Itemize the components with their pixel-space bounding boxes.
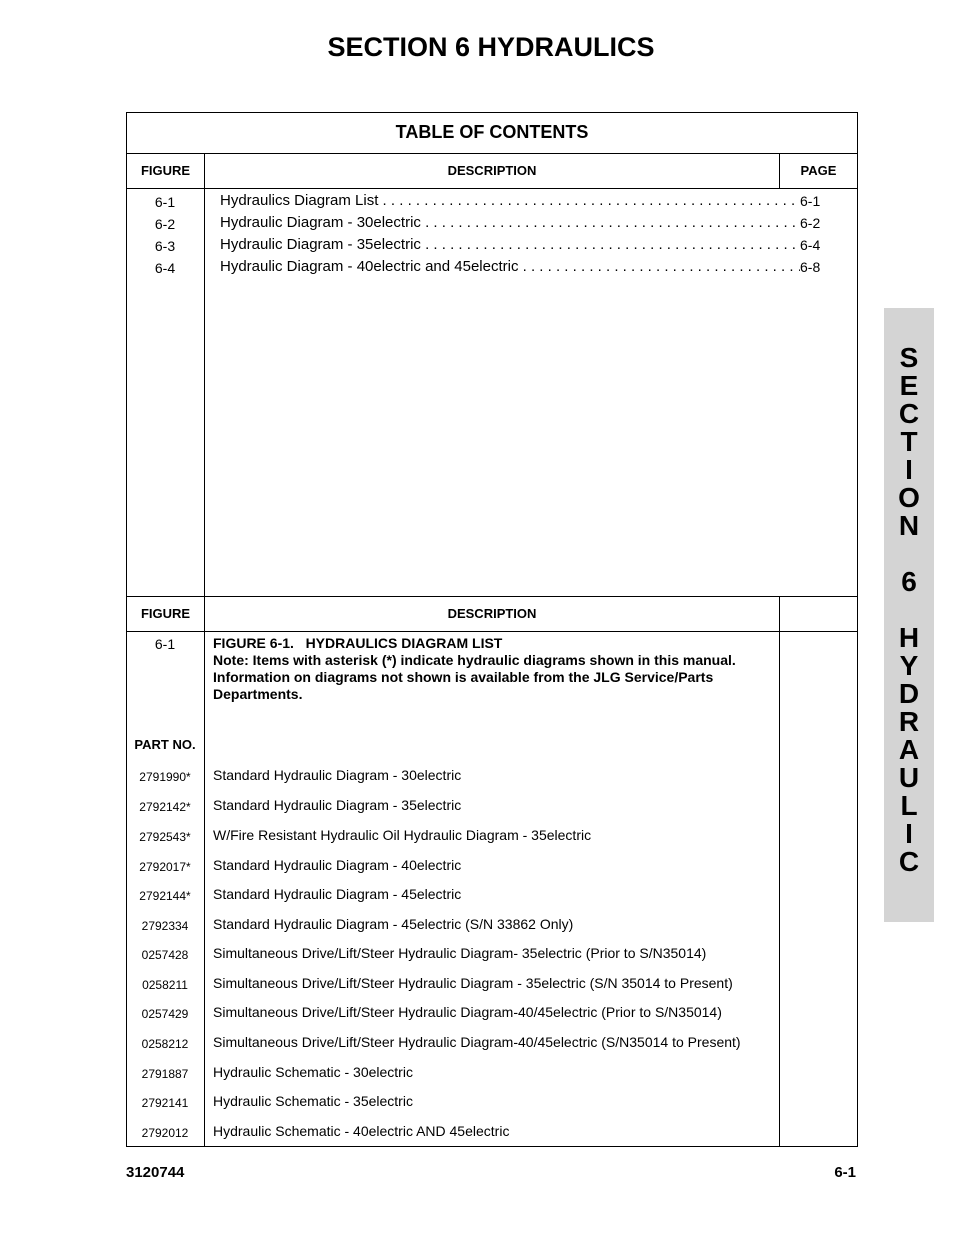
toc-entry-figure: 6-2 — [154, 216, 176, 232]
part-description: Standard Hydraulic Diagram - 30electric — [213, 767, 462, 783]
side-tab-letter: C — [898, 398, 920, 429]
part-description: Hydraulic Schematic - 30electric — [213, 1064, 413, 1080]
toc-entry-page: 6-1 — [800, 193, 821, 209]
side-tab-letter: L — [900, 790, 918, 821]
part-row — [127, 916, 777, 940]
part-no-label: PART NO. — [134, 737, 196, 752]
part-row — [127, 945, 777, 969]
part-number: 2792017* — [139, 860, 191, 874]
side-tab-letter: N — [898, 510, 920, 541]
content-frame — [126, 112, 858, 1147]
toc-entry-description: Hydraulic Diagram - 35electric . . . — [220, 236, 800, 253]
toc-entry[interactable] — [127, 214, 857, 236]
part-number: 0258212 — [141, 1037, 189, 1051]
section-side-tab — [884, 308, 934, 922]
part-row — [127, 1034, 777, 1058]
figure-table-header-row — [127, 596, 857, 632]
side-tab-letter: H — [898, 622, 920, 653]
part-description: Hydraulic Schematic - 35electric — [213, 1093, 413, 1109]
toc-entry-description: Hydraulics Diagram List . . . — [220, 192, 800, 209]
side-tab-letter: D — [898, 678, 920, 709]
toc-entry-figure: 6-3 — [154, 238, 176, 254]
part-number: 2792543* — [139, 830, 191, 844]
figure-note-line: Information on diagrams not shown is available from the JLG Service/Parts — [213, 669, 714, 685]
part-number: 2792334 — [141, 919, 189, 933]
figure-table-header-description: DESCRIPTION — [447, 606, 537, 621]
part-row — [127, 975, 777, 999]
part-description: Simultaneous Drive/Lift/Steer Hydraulic Diagram - 35electric (S/N 35014 to Present) — [213, 975, 733, 991]
part-row — [127, 1123, 777, 1147]
toc-entry-figure: 6-1 — [154, 194, 176, 210]
part-description: Standard Hydraulic Diagram - 45electric (S/N 33862 Only) — [213, 916, 574, 932]
side-tab-letter: T — [900, 426, 918, 457]
side-tab-letter: C — [898, 846, 920, 877]
toc-divider-right — [779, 154, 780, 189]
figure-title: FIGURE 6-1. HYDRAULICS DIAGRAM LIST — [213, 635, 503, 651]
part-description: Standard Hydraulic Diagram - 45electric — [213, 886, 462, 902]
part-row — [127, 797, 777, 821]
toc-entry-page: 6-2 — [800, 215, 821, 231]
part-row — [127, 1004, 777, 1028]
side-tab-letter: I — [905, 454, 913, 485]
side-tab-letter: Y — [899, 650, 919, 681]
toc-header-description: DESCRIPTION — [447, 163, 537, 178]
side-tab-letter: 6 — [901, 566, 917, 597]
part-number: 2792141 — [141, 1096, 189, 1110]
side-tab-letter: E — [899, 370, 919, 401]
toc-entry-figure: 6-4 — [154, 260, 176, 276]
toc-entry[interactable] — [127, 258, 857, 280]
figure-table-header-figure: FIGURE — [140, 606, 191, 621]
part-number: 2791887 — [141, 1067, 189, 1081]
part-number: 0257428 — [141, 948, 189, 962]
figure-table-divider-right — [779, 596, 780, 1146]
part-row — [127, 1093, 777, 1117]
footer-doc-number: 3120744 — [126, 1164, 185, 1181]
toc-header-page: PAGE — [800, 163, 837, 178]
part-description: Simultaneous Drive/Lift/Steer Hydraulic Diagram- 35electric (Prior to S/N35014) — [213, 945, 707, 961]
figure-note-line: Note: Items with asterisk (*) indicate hydraulic diagrams shown in this manual. — [213, 652, 736, 668]
part-number: 0258211 — [142, 978, 188, 992]
side-tab-letter: A — [898, 734, 920, 765]
part-number: 2792142* — [139, 800, 191, 814]
part-number: 0257429 — [141, 1007, 189, 1021]
side-tab-letter: S — [899, 342, 919, 373]
part-description: Simultaneous Drive/Lift/Steer Hydraulic Diagram-40/45electric (Prior to S/N35014) — [213, 1004, 722, 1020]
toc-header-figure: FIGURE — [140, 163, 191, 178]
toc-entry[interactable] — [127, 192, 857, 214]
page-title: SECTION 6 HYDRAULICS — [327, 32, 655, 62]
part-description: Standard Hydraulic Diagram - 40electric — [213, 857, 462, 873]
side-tab-letter: U — [898, 762, 920, 793]
part-number: 2791990* — [139, 770, 191, 784]
part-description: Standard Hydraulic Diagram - 35electric — [213, 797, 462, 813]
part-number: 2792012 — [141, 1126, 189, 1140]
part-row — [127, 857, 777, 881]
toc-entry-description: Hydraulic Diagram - 30electric . . . — [220, 214, 800, 231]
figure-note-line: Departments. — [213, 686, 303, 702]
part-row — [127, 767, 777, 791]
part-row — [127, 827, 777, 851]
toc-entry-page: 6-4 — [800, 237, 821, 253]
toc-entry-description: Hydraulic Diagram - 40electric and 45electric . . . — [220, 258, 800, 275]
figure-number: 6-1 — [154, 636, 176, 652]
part-description: Hydraulic Schematic - 40electric AND 45electric — [213, 1123, 510, 1139]
toc-header-row — [127, 154, 857, 189]
toc-heading: TABLE OF CONTENTS — [127, 113, 857, 154]
footer-page-number: 6-1 — [834, 1164, 856, 1181]
side-tab-letter: R — [898, 706, 920, 737]
side-tab-letter: I — [905, 818, 913, 849]
toc-entry[interactable] — [127, 236, 857, 258]
part-row — [127, 1064, 777, 1088]
part-row — [127, 886, 777, 910]
figure-caption — [213, 635, 773, 703]
part-description: Simultaneous Drive/Lift/Steer Hydraulic Diagram-40/45electric (S/N35014 to Present) — [213, 1034, 741, 1050]
part-number: 2792144* — [139, 889, 191, 903]
part-description: W/Fire Resistant Hydraulic Oil Hydraulic Diagram - 35electric — [213, 827, 592, 843]
side-tab-letter: O — [898, 482, 920, 513]
toc-entry-page: 6-8 — [800, 259, 821, 275]
